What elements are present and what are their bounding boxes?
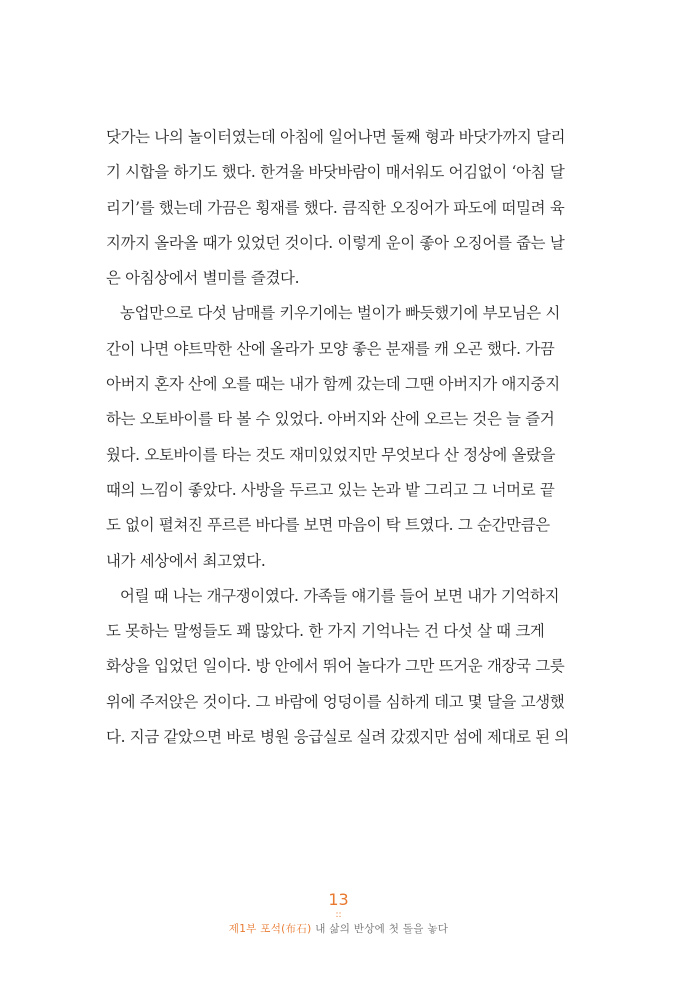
text-line: 도 못하는 말썽들도 꽤 많았다. 한 가지 기억나는 건 다섯 살 때 크게 xyxy=(106,622,545,641)
text-line: 웠다. 오토바이를 타는 것도 재미있었지만 무엇보다 산 정상에 올랐을 xyxy=(106,445,556,464)
text-line: 아버지 혼자 산에 오를 때는 내가 함께 갔는데 그땐 아버지가 애지중지 xyxy=(106,375,560,394)
text-line: 리기’를 했는데 가끔은 횡재를 했다. 큼직한 오징어가 파도에 떠밀려 육 xyxy=(106,198,565,217)
text-line: 다. 지금 같았으면 바로 병원 응급실로 실려 갔겠지만 섬에 제대로 된 의 xyxy=(106,728,569,747)
page-separator: :: xyxy=(335,910,342,920)
page-number: 13 xyxy=(328,890,349,909)
chapter-title: 내 삶의 반상에 첫 돌을 놓다 xyxy=(315,923,449,935)
text-line: 은 아침상에서 별미를 즐겼다. xyxy=(106,269,300,288)
text-line: 화상을 입었던 일이다. 방 안에서 뛰어 놀다가 그만 뜨거운 개장국 그릇 xyxy=(106,657,565,676)
running-head xyxy=(0,922,677,936)
text-line: 하는 오토바이를 타 볼 수 있었다. 아버지와 산에 오르는 것은 늘 즐거 xyxy=(106,410,555,429)
part-title: 제1부 포석(布石) xyxy=(228,923,312,935)
text-line: 기 시합을 하기도 했다. 한겨울 바닷바람이 매서워도 어김없이 ‘아침 달 xyxy=(106,163,565,182)
text-line: 도 없이 펼쳐진 푸르른 바다를 보면 마음이 탁 트였다. 그 순간만큼은 xyxy=(106,516,550,535)
text-line: 닷가는 나의 놀이터였는데 아침에 일어나면 둘째 형과 바닷가까지 달리 xyxy=(106,128,566,146)
text-line: 지까지 올라올 때가 있었던 것이다. 이렇게 운이 좋아 오징어를 줍는 날 xyxy=(106,233,565,252)
text-line: 때의 느낌이 좋았다. 사방을 두르고 있는 논과 밭 그리고 그 너머로 끝 xyxy=(106,480,555,499)
page-footer xyxy=(0,891,677,936)
text-line-paragraph-start: 어릴 때 나는 개구쟁이였다. 가족들 얘기를 들어 보면 내가 기억하지 xyxy=(120,586,560,605)
text-line-paragraph-start: 농업만으로 다섯 남매를 키우기에는 벌이가 빠듯했기에 부모님은 시 xyxy=(120,304,561,323)
text-line: 내가 세상에서 최고였다. xyxy=(106,551,266,570)
text-line: 간이 나면 야트막한 산에 올라가 모양 좋은 분재를 캐 오곤 했다. 가끔 xyxy=(106,339,555,358)
text-line: 위에 주저앉은 것이다. 그 바람에 엉덩이를 심하게 데고 몇 달을 고생했 xyxy=(106,692,565,711)
body-text xyxy=(106,120,570,755)
